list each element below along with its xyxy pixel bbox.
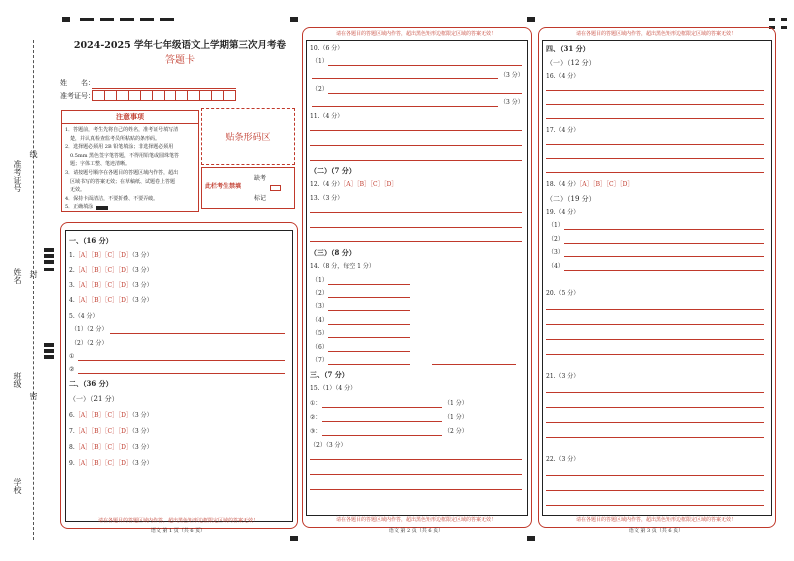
q14-blank-label: （3） <box>312 303 328 310</box>
q17-line[interactable] <box>546 144 764 145</box>
sub-4-2-title: （二）（19 分） <box>546 195 596 203</box>
notice-item: 1．答题前，考生先将自己的姓名，准考证号填写清 <box>65 127 179 133</box>
warning-3-bottom: 请在各题目的答题区域内作答，超出黑色矩形边框限定区域的答案无效！ <box>575 517 736 523</box>
notice-box <box>61 110 199 212</box>
section-4-title: 四、（31 分） <box>546 44 590 53</box>
q20-line[interactable] <box>546 339 764 340</box>
exam-no-side: 准考证号 <box>13 160 22 192</box>
name-label: 姓 名： <box>60 79 95 87</box>
absent-mark-box[interactable] <box>270 185 281 191</box>
barcode-label: 贴条形码区 <box>225 133 271 143</box>
q5-circle-2: ② <box>69 366 75 373</box>
q10-1-line-b[interactable] <box>312 78 498 79</box>
q14-blank-line[interactable] <box>328 337 410 338</box>
sub-2-title: （二）（7 分） <box>310 166 356 175</box>
notice-item: 区域书写的答案无效；在草稿纸、试题卷上答题 <box>65 178 176 185</box>
q15-2-line[interactable] <box>310 474 522 475</box>
q1-options[interactable]: ［A］［B］［C］［D］ <box>74 252 132 259</box>
warning-2-top: 请在各题目的答题区域内作答，超出黑色矩形边框限定区域的答案无效！ <box>335 31 496 37</box>
notice-item: 2．选择题必须用 2B 铅笔填涂；非选择题必须用 <box>65 144 174 151</box>
q20-line[interactable] <box>546 354 764 355</box>
q15-2-label: （2）（3 分） <box>310 442 347 449</box>
answer-card-subtitle: 答题卡 <box>165 55 195 66</box>
q15-2-line[interactable] <box>310 459 522 460</box>
q20-line[interactable] <box>546 324 764 325</box>
q22-line[interactable] <box>546 490 764 491</box>
q14-label: 14.（8 分，每空 1 分） <box>310 263 375 270</box>
notice-item: 5．正确填涂 <box>65 204 94 211</box>
q10-1-label: （1） <box>312 58 328 65</box>
q5-circle-1: ① <box>69 353 75 360</box>
q2-row: 2.［A］［B］［C］［D］（3 分） <box>69 267 153 274</box>
q11-line[interactable] <box>310 160 522 161</box>
q15-c2-score: （1 分） <box>444 414 468 421</box>
notice-item: 无效。 <box>65 187 86 194</box>
q19-1-line[interactable] <box>564 229 764 230</box>
q17-line[interactable] <box>546 158 764 159</box>
absent-right-1: 缺考 <box>254 175 267 182</box>
q21-line[interactable] <box>546 392 764 393</box>
q13-line[interactable] <box>310 227 522 228</box>
q14-blank-label: （7） <box>312 357 328 364</box>
line-side: 线 <box>29 150 38 158</box>
q5-1-answer-line[interactable] <box>110 333 285 334</box>
q22-line[interactable] <box>546 505 764 506</box>
q17-line[interactable] <box>546 172 764 173</box>
q15-2-line[interactable] <box>310 489 522 490</box>
q15-label: 15.（1）（4 分） <box>310 385 357 392</box>
warning-3-top: 请在各题目的答题区域内作答，超出黑色矩形边框限定区域的答案无效！ <box>575 31 736 37</box>
q15-c2: ②： <box>310 414 322 421</box>
q21-line[interactable] <box>546 422 764 423</box>
barcode-area <box>201 108 295 165</box>
section-2-title: 二、（36 分） <box>69 379 113 388</box>
q4-row: 4.［A］［B］［C］［D］（3 分） <box>69 297 153 304</box>
q6-options[interactable]: ［A］［B］［C］［D］ <box>74 412 132 419</box>
q10-2-label: （2） <box>312 86 328 93</box>
q14-blank-label: （4） <box>312 317 328 324</box>
absent-box <box>201 167 295 209</box>
page-title: 2024-2025 学年七年级语文上学期第三次月考卷 <box>73 40 287 51</box>
q21-label: 21.（3 分） <box>546 373 580 380</box>
q16-line[interactable] <box>546 90 764 91</box>
q19-1-label: （1） <box>548 222 564 229</box>
sub-1-title: （一）（21 分） <box>69 395 119 403</box>
q22-line[interactable] <box>546 475 764 476</box>
q7-options[interactable]: ［A］［B］［C］［D］ <box>74 428 132 435</box>
q20-line[interactable] <box>546 309 764 310</box>
q14-blank-line[interactable] <box>328 297 410 298</box>
q14-blank-label: （6） <box>312 344 328 351</box>
q7-row: 7.［A］［B］［C］［D］（3 分） <box>69 428 153 435</box>
q15-c3: ③： <box>310 428 322 435</box>
q5-label: 5.（4 分） <box>69 313 99 320</box>
notice-title: 注意事项 <box>116 112 144 121</box>
q9-options[interactable]: ［A］［B］［C］［D］ <box>74 460 132 467</box>
exam-no-grid[interactable] <box>92 90 236 101</box>
q14-blank-label: （1） <box>312 277 328 284</box>
q5-2-label: （2）（2 分） <box>71 340 108 347</box>
q10-2-score: （3 分） <box>500 99 524 106</box>
absent-right-2: 标记 <box>254 195 267 202</box>
q8-row: 8.［A］［B］［C］［D］（3 分） <box>69 444 153 451</box>
q3-options[interactable]: ［A］［B］［C］［D］ <box>74 282 132 289</box>
q14-blank-line[interactable] <box>328 364 410 365</box>
school-side: 学校 <box>13 478 22 494</box>
section-3-title: 三、（7 分） <box>310 370 349 379</box>
q1-row: 1.［A］［B］［C］［D］（3 分） <box>69 252 153 259</box>
secret-side: 密 <box>29 392 38 400</box>
q14-blank-label: （2） <box>312 290 328 297</box>
q14-blank-line[interactable] <box>328 310 410 311</box>
footer-3: 语文 第 3 页（共 6 页） <box>628 528 684 534</box>
q14-blank-line-extra[interactable] <box>432 364 516 365</box>
q8-options[interactable]: ［A］［B］［C］［D］ <box>74 444 132 451</box>
class-side: 班级 <box>13 372 22 388</box>
notice-item: 楚，并认真检查监考员所粘贴的条形码。 <box>65 135 161 142</box>
q15-c2-line[interactable] <box>322 421 442 422</box>
q10-2-line-b[interactable] <box>312 106 498 107</box>
q13-line[interactable] <box>310 241 522 242</box>
q14-blank-line[interactable] <box>328 324 410 325</box>
q10-2-line-a[interactable] <box>328 93 522 94</box>
q14-blank-line[interactable] <box>328 351 410 352</box>
q12-row: 12.（4 分）［A］［B］［C］［D］ <box>310 181 398 188</box>
q19-4-label: （4） <box>548 263 564 270</box>
q15-c1-score: （1 分） <box>444 400 468 407</box>
q19-label: 19.（4 分） <box>546 209 580 216</box>
q2-options[interactable]: ［A］［B］［C］［D］ <box>74 267 132 274</box>
notice-item: 4．保持卡面清洁，不要折叠、不要弄破。 <box>65 195 159 202</box>
q21-line[interactable] <box>546 437 764 438</box>
notice-item: 3．请按题号顺序在各题目的答题区域内作答，超出 <box>65 169 179 176</box>
q15-c1-line[interactable] <box>322 407 442 408</box>
q11-label: 11.（4 分） <box>310 113 344 120</box>
seal-side: 封 <box>29 270 38 278</box>
q18-row: 18.（4 分）［A］［B］［C］［D］ <box>546 181 634 188</box>
q15-c1: ①： <box>310 400 322 407</box>
q16-line[interactable] <box>546 118 764 119</box>
q6-row: 6.［A］［B］［C］［D］（3 分） <box>69 412 153 419</box>
q20-label: 20.（5 分） <box>546 290 580 297</box>
q19-2-line[interactable] <box>564 243 764 244</box>
q17-label: 17.（4 分） <box>546 127 580 134</box>
q14-blank-line[interactable] <box>328 284 410 285</box>
warning-2-bottom: 请在各题目的答题区域内作答，超出黑色矩形边框限定区域的答案无效！ <box>335 517 496 523</box>
q15-c3-score: （2 分） <box>444 428 468 435</box>
q10-1-line-a[interactable] <box>328 65 522 66</box>
sub-3-title: （三）（8 分） <box>310 248 356 257</box>
q14-blank-label: （5） <box>312 330 328 337</box>
q13-label: 13.（3 分） <box>310 195 344 202</box>
q5-1-label: （1）（2 分） <box>71 326 108 333</box>
q11-line[interactable] <box>310 145 522 146</box>
warning-1: 请在各题目的答题区域内作答，超出黑色矩形边框限定区域的答案无效！ <box>97 518 258 524</box>
q18-options[interactable]: ［A］［B］［C］［D］ <box>579 181 634 188</box>
q16-line[interactable] <box>546 104 764 105</box>
q13-line[interactable] <box>310 212 522 213</box>
notice-item: 0.5mm 黑色签字笔答题，不得用铅笔或圆珠笔答 <box>65 152 180 159</box>
q3-row: 3.［A］［B］［C］［D］（3 分） <box>69 282 153 289</box>
q19-4-line[interactable] <box>564 270 764 271</box>
q12-options[interactable]: ［A］［B］［C］［D］ <box>343 181 398 188</box>
footer-1: 语文 第 1 页（共 6 页） <box>150 528 206 534</box>
q11-line[interactable] <box>310 130 522 131</box>
q9-row: 9.［A］［B］［C］［D］（3 分） <box>69 460 153 467</box>
absent-label: 此栏考生禁填 <box>205 183 242 190</box>
exam-no-label: 准考证号： <box>60 92 95 100</box>
q21-line[interactable] <box>546 407 764 408</box>
footer-2: 语文 第 2 页（共 6 页） <box>388 528 444 534</box>
q10-1-score: （3 分） <box>500 72 524 79</box>
q16-label: 16.（4 分） <box>546 73 580 80</box>
q10-label: 10.（6 分） <box>310 45 344 52</box>
filled-sample-mark <box>96 206 108 210</box>
section-1-title: 一、（16 分） <box>69 236 113 245</box>
sub-4-1-title: （一）（12 分） <box>546 59 596 67</box>
q19-3-line[interactable] <box>564 256 764 257</box>
name-side: 姓名 <box>13 268 22 284</box>
q5-circle-1-line[interactable] <box>78 360 285 361</box>
q22-label: 22.（3 分） <box>546 456 580 463</box>
answer-frame-3 <box>542 40 772 516</box>
name-field[interactable] <box>92 88 236 89</box>
notice-item: 题；字体工整、笔迹清晰。 <box>65 161 131 168</box>
q4-options[interactable]: ［A］［B］［C］［D］ <box>74 297 132 304</box>
q15-c3-line[interactable] <box>322 435 442 436</box>
q19-2-label: （2） <box>548 236 564 243</box>
q5-circle-2-line[interactable] <box>78 373 285 374</box>
q19-3-label: （3） <box>548 249 564 256</box>
